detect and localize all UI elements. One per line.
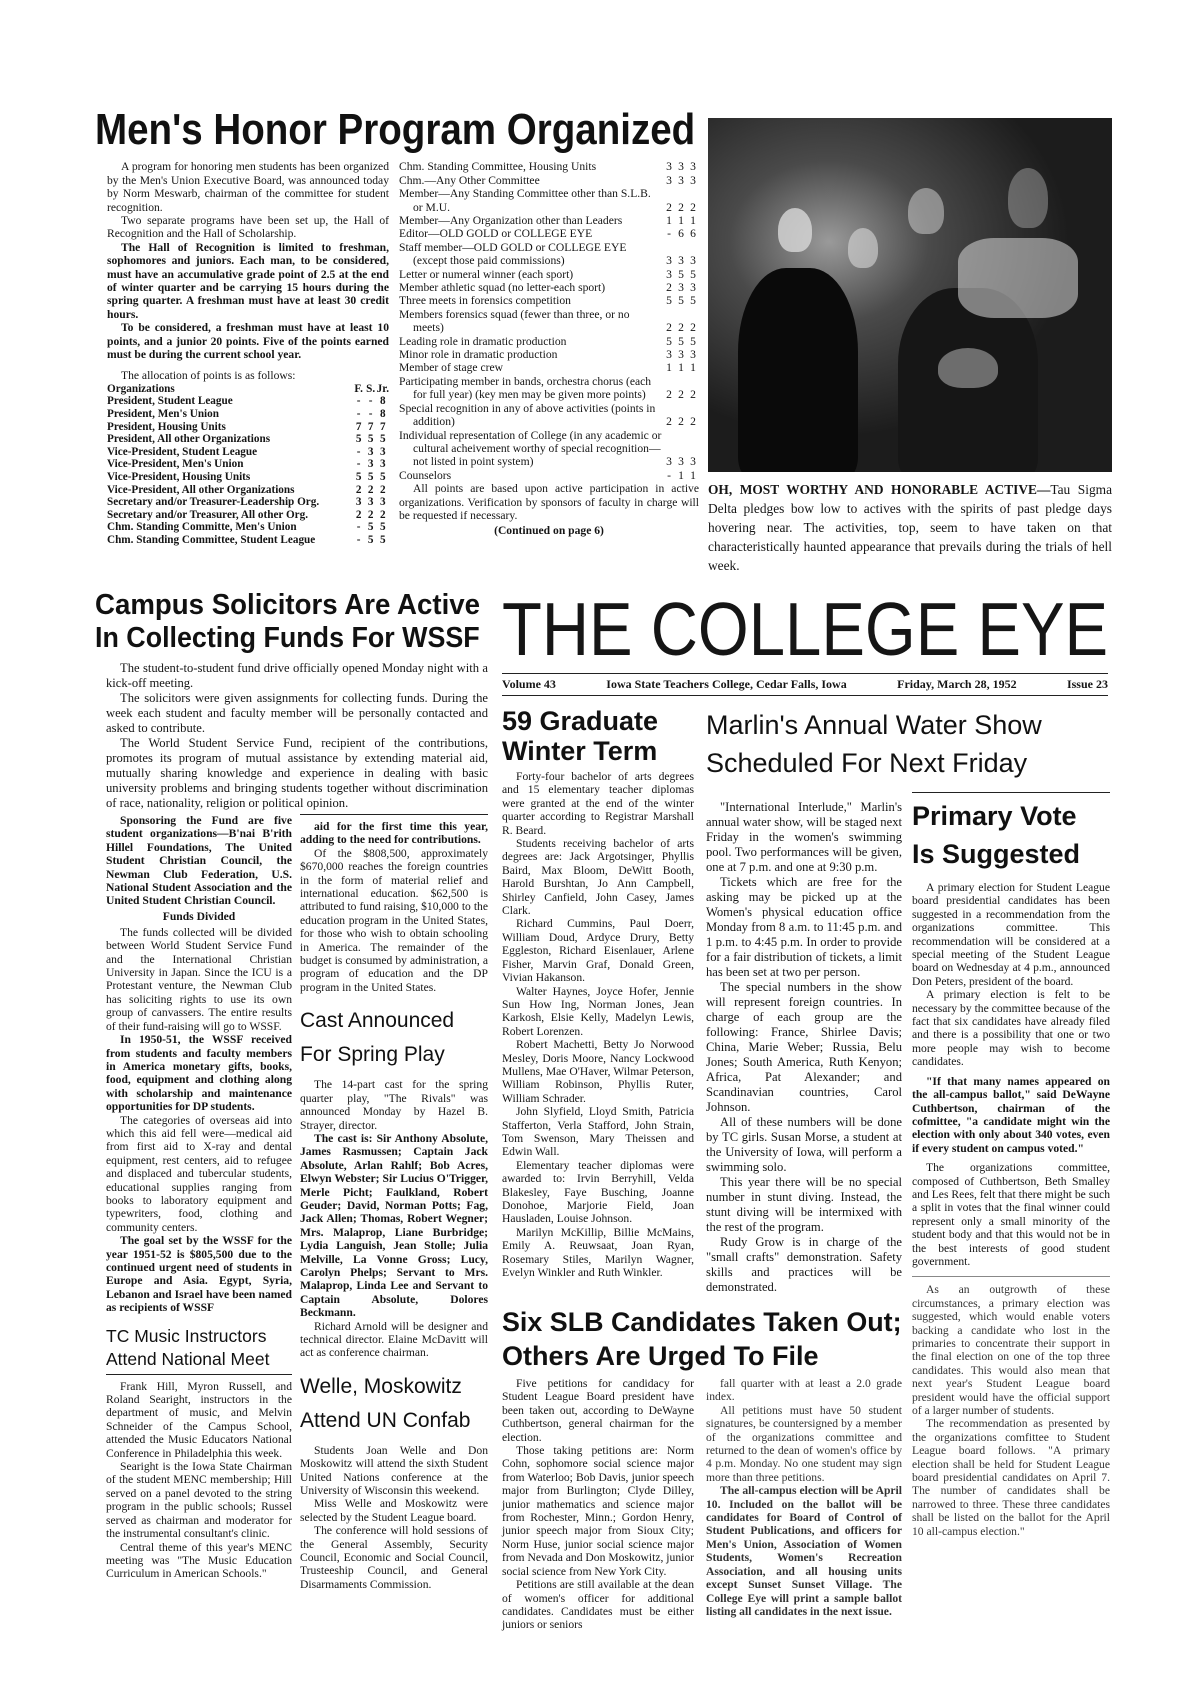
sophomore-points: 1 [678,468,684,482]
sophomore-points: 5 [367,534,374,547]
junior-points: 3 [690,281,696,295]
graduates-article [502,706,694,1279]
junior-points: 2 [380,483,386,496]
row-label: Secretary and/or Treasurer, All other Org. [107,508,309,521]
row-label: President, Student League [107,395,233,408]
freshman-points: 3 [666,455,672,469]
points-row [399,402,699,429]
marlin-headline-line-2: Scheduled For Next Friday [706,748,1028,778]
freshman-points: - [356,445,361,458]
issue-date: Friday, March 28, 1952 [897,677,1017,691]
freshman-points: - [667,227,671,241]
cast-headline-line-2: For Spring Play [300,1043,445,1067]
row-label: President, Housing Units [107,420,226,433]
row-label: Letter or numeral winner (each sport) [399,267,574,281]
points-row [107,446,389,459]
paragraph: Searight is the Iowa State Chairman of the student MENC membership; Hill served on a panel devoted to the string program in the public schools; Russel served as chairman and moderator for the instrumental consultant's clinic. [106,1460,292,1541]
welle-headline [300,1370,488,1438]
junior-points: 8 [380,395,386,408]
continued-note: (Continued on page 6) [494,524,604,538]
freshman-points: 2 [666,281,672,295]
caption-text: Tau Sigma Delta pledges bow low to actives with the spirits of past pledge days hovering near. The activities, top, seem to have taken on that characteristically haunted appearance that prevails during the trials of hell week. [708,482,1113,573]
volume: Volume 43 [502,677,556,691]
allocation-intro: The allocation of points is as follows: [121,369,296,383]
header-f: F. [354,382,363,395]
row-label: Vice-President, Men's Union [107,458,244,471]
photo-hell-week [708,118,1112,472]
paragraph: Forty-four bachelor of arts degrees and 15 elementary teacher diplomas were granted at the end of the winter quarter according to Registrar Marshall R. Beard. [502,770,694,837]
funds-divided-subhead: Funds Divided [162,909,236,923]
freshman-points: 1 [666,214,672,228]
junior-points: 5 [380,471,386,484]
institution: Iowa State Teachers College, Cedar Falls, Iowa [606,677,847,691]
paragraph: The recommendation as presented by the organizations comfittee to Student League board follows. "A primary election shall be held for Student League board presidential candidates on April 7. The number of candidates shall be narrowed to three. These three candidates shall be listed on the ballot for the April 10 all-campus election." [912,1417,1110,1538]
primary-headline-line-1: Primary Vote [912,801,1077,831]
points-row [399,281,699,294]
paragraph: Frank Hill, Myron Russell, and Roland Searight, instructors in the department of music, and Melvin Schneider of the Campus School, attended the Music Educators National Conference in Philadelphia this week. [106,1379,292,1460]
freshman-points: 3 [666,173,672,187]
paragraph: The World Student Service Fund, recipient of the contributions, promotes its program of mutual assistance by extending material aid, mutually sharing knowledge and experience in dealing with basic university problems and bringing students together without discrimination of race, nationality, religion or political opinion. [106,736,488,810]
paragraph: Those taking petitions are: Norm Cohn, sophomore social science major from Waterloo; Bob Davis, junior speech major from Burlington; Clyde Dilley, junior mathematics and science major from Rochester, Minn.; Gordon Henry, junior speech major from Sioux City; Norm Huse, junior social science major from Nevada and Don Moskowitz, junior social science from New York City. [502,1444,694,1578]
points-row [107,421,389,434]
freshman-points: 3 [666,160,672,174]
primary-headline [912,797,1110,873]
paragraph: The special numbers in the show will represent foreign countries. In charge of each group are the following: France, Shirlee Davis; China, Marie Weber; Russia, Belu Jones; South America, Ruth Kenyon; Africa, Pat Alexander; and Scandinavian countries, Carol Johnson. [706,980,902,1114]
paragraph: Richard Arnold will be designer and technical director. Elaine McDavitt will act as conference chairman. [300,1319,488,1360]
points-table-1 [107,383,389,547]
row-label: Member—Any Organization other than Leaders [399,214,623,228]
junior-points: 7 [380,420,386,433]
row-label: Three meets in forensics competition [399,294,571,308]
junior-points: 2 [380,508,386,521]
row-label: President, Men's Union [107,408,219,421]
junior-points: 3 [380,496,386,509]
welle-headline-line-1: Welle, Moskowitz [300,1374,462,1398]
sophomore-points: 7 [367,420,374,433]
paragraph: In 1950-51, the WSSF received from students and faculty members in America monetary gifts, books, food, equipment and clothing along with scholarship and maintenance opportunities for DP students. [106,1033,292,1114]
junior-points: 6 [690,227,696,241]
music-headline-line-1: TC Music Instructors [106,1325,267,1346]
sophomore-points: 6 [678,227,684,241]
junior-points: 5 [380,433,386,446]
top-section [95,106,1112,575]
welle-body [300,1444,488,1591]
freshman-points: - [356,395,361,408]
freshman-points: - [356,458,361,471]
wssf-column-b [300,820,488,994]
paragraph: "If that many names appeared on the all-campus ballot," said DeWayne Cuthbertson, chairman of the cofmittee, "a candidate might win the election with only about 340 votes, even if every student on campus voted." [912,1074,1110,1155]
junior-points: 2 [690,200,696,214]
sophomore-points: 2 [678,415,684,429]
marlin-headline-line-1: Marlin's Annual Water Show [706,710,1042,740]
cast-headline-line-1: Cast Announced [300,1009,455,1033]
junior-points: 3 [690,173,696,187]
paragraph: John Slyfield, Lloyd Smith, Patricia Stafferton, Verla Stafford, John Strain, Tom Swenson, Mary Theissen and Edwin Wall. [502,1105,694,1159]
points-row [107,408,389,421]
paragraph: The 14-part cast for the spring quarter play, "The Rivals" was announced Monday by Hazel B. Strayer, director. [300,1078,488,1132]
sophomore-points: - [368,408,373,421]
bottom-section [95,589,1112,1632]
junior-points: 1 [690,361,696,375]
sophomore-points: 3 [367,496,374,509]
points-row [107,496,389,509]
points-row [107,471,389,484]
row-label: Vice-President, All other Organizations [107,483,295,496]
row-label: Chm. Standing Committe, Men's Union [107,521,297,534]
points-row [399,469,699,482]
freshman-points: 5 [355,433,362,446]
paragraph: Central theme of this year's MENC meeting was "The Music Education Curriculum in American Schools." [106,1540,292,1581]
freshman-points: 2 [355,508,362,521]
paragraph: This year there will be no special number in stunt diving. Instead, the stunt diving will be intermixed with the rest of the program. [706,1175,902,1234]
wssf-headline-line-2: In Collecting Funds For WSSF [95,622,480,654]
slb-headline-line-1: Six SLB Candidates Taken Out; [502,1307,902,1337]
sophomore-points: 2 [367,483,374,496]
slb-headline [502,1305,902,1373]
music-body [106,1380,292,1581]
paragraph: All points are based upon active participation in active organizations. Verification by sponsors of faculty in charge will be requested if necessary. [399,482,699,522]
freshman-points: 2 [666,388,672,402]
freshman-points: 3 [355,496,362,509]
graduates-headline-line-2: Winter Term [502,736,658,766]
points-row [399,375,699,402]
junior-points: 3 [690,455,696,469]
paragraph: To be considered, a freshman must have at least 10 points, and a junior 20 points. Five of the points earned must be during the current school year. [107,321,389,362]
paragraph: The funds collected will be divided between World Student Service Fund and the International Christian University in Japan. Since the ICU is a Protestant venture, the Newman Club has soliciting rights to use its own group of canvassers. The entire results of their fund-raising will go to WSSF. [106,925,292,1033]
paragraph: Five petitions for candidacy for Student League Board president have been taken out, according to DeWayne Cuthbertson, general chairman for the election. [502,1377,694,1444]
paragraph: Rudy Grow is in charge of the "small crafts" demonstration. Safety skills and practices will be demonstrated. [706,1235,902,1294]
paragraph: The solicitors were given assignments for collecting funds. During the week each student and faculty member will be personally contacted and asked to contribute. [106,691,488,735]
paragraph: Sponsoring the Fund are five student organizations—B'nai B'rith Hillel Foundations, The United Student Christian Council, the Newman Club Federation, U.S. National Student Association and the United Student Christian Council. [106,814,292,908]
slb-headline-line-2: Others Are Urged To File [502,1341,819,1371]
graduates-headline [502,706,694,766]
paragraph: The goal set by the WSSF for the year 1951-52 is $805,500 due to the continued urgent need of students in Europe and Asia. Egypt, Syria, Lebanon and Israel have been named as recipients of WSSF [106,1234,292,1315]
row-label: Chm. Standing Committee, Student League [107,534,316,547]
junior-points: 5 [690,334,696,348]
points-row [399,348,699,361]
freshman-points: - [356,534,361,547]
paragraph: Robert Machetti, Betty Jo Norwood Mesley, Doris Moore, Nancy Lockwood Mullens, Mae O'Haver, Wilmar Peterson, William Robinson, Phyllis Ruter, William Schrader. [502,1038,694,1105]
primary-headline-line-2: Is Suggested [912,839,1081,869]
header-s: S. [366,382,376,395]
paragraph: Students Joan Welle and Don Moskowitz will attend the sixth Student United Nations conference at the University of Wisconsin this weekend. [300,1443,488,1498]
paragraph: Petitions are still available at the dean of women's officer for additional candidates. Candidates must be either juniors or seniors [502,1578,694,1632]
paragraph: The student-to-student fund drive officially opened Monday night with a kick-off meeting. [106,661,488,690]
paragraph: A primary election is felt to be necessary by the committee because of the fact that six candidates have already filed and there is a possibility that one or two more people may wish to become candidates. [912,988,1110,1069]
honor-column-1 [107,160,389,546]
sophomore-points: 2 [367,508,374,521]
row-label: Staff member—OLD GOLD or COLLEGE EYE (except those paid commissions) [399,240,627,268]
freshman-points: - [667,468,671,482]
sophomore-points: 5 [367,433,374,446]
points-row [399,335,699,348]
row-label: Members forensics squad (fewer than three, or no meets) [399,307,630,335]
issue-number: Issue 23 [1066,677,1108,691]
honor-article [95,106,700,547]
paragraph: A primary election for Student League board presidential candidates has been suggested in a recommendation from the organizations committee. This recommendation will be considered at a special meeting of the Student League board on Wednesday at 4 p.m., announced Don Peters, president of the board. [912,881,1110,988]
header-jr: Jr. [376,382,389,395]
sophomore-points: 5 [678,334,684,348]
photo-block [708,118,1112,575]
paragraph: The organizations committee, composed of Cuthbertson, Beth Smalley and Les Rees, felt that there might be such a split in votes that the final winner could represent only a small minority of the student body and that this would not be in the best interests of good student government. [912,1161,1110,1268]
junior-points: 1 [690,468,696,482]
freshman-points: 1 [666,361,672,375]
sophomore-points: 3 [678,173,684,187]
points-row [399,227,699,240]
sophomore-points: 5 [678,267,684,281]
junior-points: 5 [690,267,696,281]
paragraph: Miss Welle and Moskowitz were selected by the Student League board. [300,1497,488,1524]
left-column-b [300,814,488,1591]
primary-article [912,706,1110,1538]
points-row [399,187,699,214]
photo-caption [708,480,1112,575]
freshman-points: 7 [355,420,362,433]
paragraph: Two separate programs have been set up, the Hall of Recognition and the Hall of Scholarship. [107,214,389,241]
paragraph: Tickets which are free for the asking may be picked up at the Women's physical education office Monday from 8 a.m. to 11:45 p.m. and 1 p.m. to 4:45 p.m. In order to provide for a fair distribution of tickets, a limit has been set at two per person. [706,875,902,979]
points-row [107,395,389,408]
cast-headline [300,1004,488,1072]
sophomore-points: - [368,395,373,408]
freshman-points: 2 [666,415,672,429]
junior-points: 5 [380,521,386,534]
junior-points: 3 [690,348,696,362]
welle-headline-line-2: Attend UN Confab [300,1408,471,1432]
points-row [107,534,389,547]
honor-headline-block [95,106,695,154]
points-row [399,268,699,281]
row-label: Secretary and/or Treasurer-Leadership Org. [107,496,320,509]
freshman-points: 2 [355,483,362,496]
points-row [399,429,699,469]
sophomore-points: 3 [678,254,684,268]
paragraph: The Hall of Recognition is limited to freshman, sophomores and juniors. Each man, to be considered, must have an accumulative grade point of 2.5 at the end of winter quarter and be carrying 15 hours during the spring quarter. A freshman must have at least 30 credit hours. [107,240,389,321]
music-headline-line-2: Attend National Meet [106,1348,270,1369]
honor-headline: Men's Honor Program Organized [95,105,696,154]
masthead [502,589,1108,669]
junior-points: 5 [690,294,696,308]
points-table-header [107,383,389,396]
freshman-points: 3 [666,267,672,281]
paragraph: aid for the first time this year, adding to the need for contributions. [300,820,488,847]
sophomore-points: 3 [678,160,684,174]
points-table-2 [399,160,699,482]
honor-column-2 [399,160,699,540]
points-row [107,521,389,534]
sophomore-points: 3 [367,458,374,471]
paragraph: The cast is: Sir Anthony Absolute, James Rasmussen; Captain Jack Absolute, Arlan Rahlf; Bob Acres, Elwyn Webster; Sir Lucius O'Trigger, Merle Picht; Faulkland, Robert Geuder; David, Norman Potts; Fag, Jack Allen; Thomas, Robert Wegner; Mrs. Malaprop, Liane Burbridge; Lydia Languish, Jean Stolle; Julia Melville, La Vonne Gross; Lucy, Carolyn Phelps; Servant to Mrs. Malaprop, Linda Lee and Servant to Captain Absolute, Dolores Beckmann. [300,1131,488,1320]
sophomore-points: 1 [678,214,684,228]
row-label: Vice-President, Student League [107,445,258,458]
freshman-points: 2 [666,321,672,335]
junior-points: 3 [380,458,386,471]
music-headline [106,1325,292,1375]
wssf-column-a [106,814,292,1315]
row-label: Minor role in dramatic production [399,348,558,362]
graduates-headline-line-1: 59 Graduate [502,706,659,736]
freshman-points: 5 [666,294,672,308]
right-block [502,589,1112,1632]
wssf-headline-line-1: Campus Solicitors Are Active [95,589,480,621]
row-label: Participating member in bands, orchestra chorus (each for full year) (key men may be given more points) [399,374,652,402]
paragraph: Marilyn McKillip, Billie McMains, Emily A. Reuwsaat, Joan Ryan, Rosemary Stiles, Marilyn Wagner, Evelyn Winkler and Ruth Winkler. [502,1225,694,1280]
junior-points: 2 [690,388,696,402]
sophomore-points: 2 [678,388,684,402]
junior-points: 3 [690,254,696,268]
left-block [95,589,490,1591]
row-label: Individual representation of College (in any academic or cultural acheivement worthy of special recognition—not listed in point system) [399,428,662,469]
row-label: Member of stage crew [399,361,503,375]
paragraph: As an outgrowth of these circumstances, a primary election was suggested, which would enable voters backing a candidate who lost in the primaries to concentrate their support in the final election on one of the top three candidates. This would also mean that next year's Student League board president would have the official support of a larger number of students. [912,1283,1110,1418]
row-label: Chm.—Any Other Committee [399,173,540,187]
masthead-title: THE COLLEGE EYE [502,587,1109,671]
paragraph: Richard Cummins, Paul Doerr, William Doud, Ardyce Drury, Betty Eggleston, Richard Eisenlauer, Arlene Fisher, Marvin Graf, Donald Green, Vivian Hakanson. [502,917,694,985]
points-row [399,214,699,227]
paragraph: A program for honoring men students has been organized by the Men's Union Executive Board, was announced today by Norm Meswarb, chairman of the committee for student recognition. [107,160,389,214]
sophomore-points: 2 [678,200,684,214]
paragraph: "International Interlude," Marlin's annual water show, will be staged next Friday in the women's swimming pool. Two performances will be given, one at 7 p.m. and one at 9:30 p.m. [706,800,902,874]
junior-points: 8 [380,408,386,421]
sophomore-points: 5 [678,294,684,308]
slb-column-2 [706,1377,902,1618]
junior-points: 5 [380,534,386,547]
sophomore-points: 5 [367,471,374,484]
freshman-points: 3 [666,254,672,268]
paragraph: All petitions must have 50 student signatures, be countersigned by a member of the organizations committee and returned to the dean of women's office by 4 p.m. Monday. No one student may sign more than three petitions. [706,1403,902,1484]
points-row [399,160,699,173]
masthead-info-line [502,673,1108,696]
row-label: Chm. Standing Committee, Housing Units [399,160,597,174]
junior-points: 2 [690,321,696,335]
freshman-points: - [356,521,361,534]
cast-body [300,1078,488,1360]
sophomore-points: 1 [678,361,684,375]
paragraph: Students receiving bachelor of arts degrees are: Jack Argotsinger, Phyllis Baird, Max Bloom, DeWitt Booth, Harold Burshtan, Jo Ann Campbell, Shirley Canfield, John Casey, James Clark. [502,837,694,918]
paragraph: Elementary teacher diplomas were awarded to: Irvin Berryhill, Velda Blakesley, Faye Busching, Joanne Donohoe, Marjorie Field, Joan Hausladen, Louise Johnson. [502,1158,694,1226]
row-label: Vice-President, Housing Units [107,471,251,484]
sophomore-points: 3 [678,455,684,469]
freshman-points: 2 [666,200,672,214]
paragraph: The conference will hold sessions of the General Assembly, Security Council, Economic and Social Council, Trusteeship Council, and General Disarmaments Commission. [300,1524,488,1591]
sophomore-points: 3 [678,281,684,295]
points-row [399,361,699,374]
sophomore-points: 5 [367,521,374,534]
freshman-points: - [356,408,361,421]
freshman-points: 5 [355,471,362,484]
points-row [107,433,389,446]
row-label: President, All other Organizations [107,433,271,446]
wssf-intro [106,661,488,811]
header-label: Organizations [107,382,175,395]
row-label: Counselors [399,468,452,482]
row-label: Member athletic squad (no letter-each sport) [399,281,606,295]
junior-points: 3 [690,160,696,174]
marlin-body [706,800,902,1295]
sophomore-points: 3 [367,445,374,458]
paragraph: All of these numbers will be done by TC girls. Susan Morse, a student at the University of Iowa, will perform a swimming solo. [706,1115,902,1174]
points-row [107,458,389,471]
points-row [399,241,699,268]
freshman-points: 5 [666,334,672,348]
paragraph: The all-campus election will be April 10. Included on the ballot will be candidates for Board of Control of Student Publications, and officers for Men's Union, Association of Women Students, Women's Recreation Association, and all housing units except Sunset Sunset Village. The College Eye will print a sample ballot listing all candidates in the next issue. [706,1484,902,1618]
junior-points: 3 [380,445,386,458]
wssf-headline [95,589,480,655]
paragraph: fall quarter with at least a 2.0 grade index. [706,1377,902,1404]
graduates-body [502,770,694,1279]
points-row [107,484,389,497]
slb-column-1 [502,1377,694,1632]
points-row [399,308,699,335]
left-column-a [106,814,292,1581]
caption-lead: OH, MOST WORTHY AND HONORABLE ACTIVE— [708,482,1051,497]
junior-points: 1 [690,214,696,228]
junior-points: 2 [690,415,696,429]
row-label: Editor—OLD GOLD or COLLEGE EYE [399,227,593,241]
sophomore-points: 3 [678,348,684,362]
primary-body [912,881,1110,1538]
freshman-points: 3 [666,348,672,362]
paragraph: Walter Haynes, Joyce Hofer, Jennie Sun How Ing, Norman Jones, Jean Karkosh, Elsie Kelly, Madelyn Lewis, Robert Lorenzen. [502,984,694,1038]
row-label: Leading role in dramatic production [399,334,567,348]
row-label: Special recognition in any of above activities (points in addition) [399,401,656,429]
paragraph: Of the $808,500, approximately $670,000 reaches the foreign countries in the form of material relief and international education. $62,500 is attributed to fund raising, $10,000 to the education program in the United States, for those who wish to obtain schooling in America. The remainder of the budget is consumed by administration, a program of education and the DP program in the United States. [300,846,488,994]
points-row [399,174,699,187]
row-label: Member—Any Standing Committee other than S.L.B. or M.U. [399,187,651,214]
sophomore-points: 2 [678,321,684,335]
paragraph: The categories of overseas aid into which this aid fell were—medical aid from first aid to X-ray and dental equipment, rest centers, aid to refugee and displaced and tubercular students, educational supplies ranging from books to laboratory equipment and typewriters, food, clothing and community centers. [106,1113,292,1234]
points-row [399,294,699,307]
points-row [107,509,389,522]
